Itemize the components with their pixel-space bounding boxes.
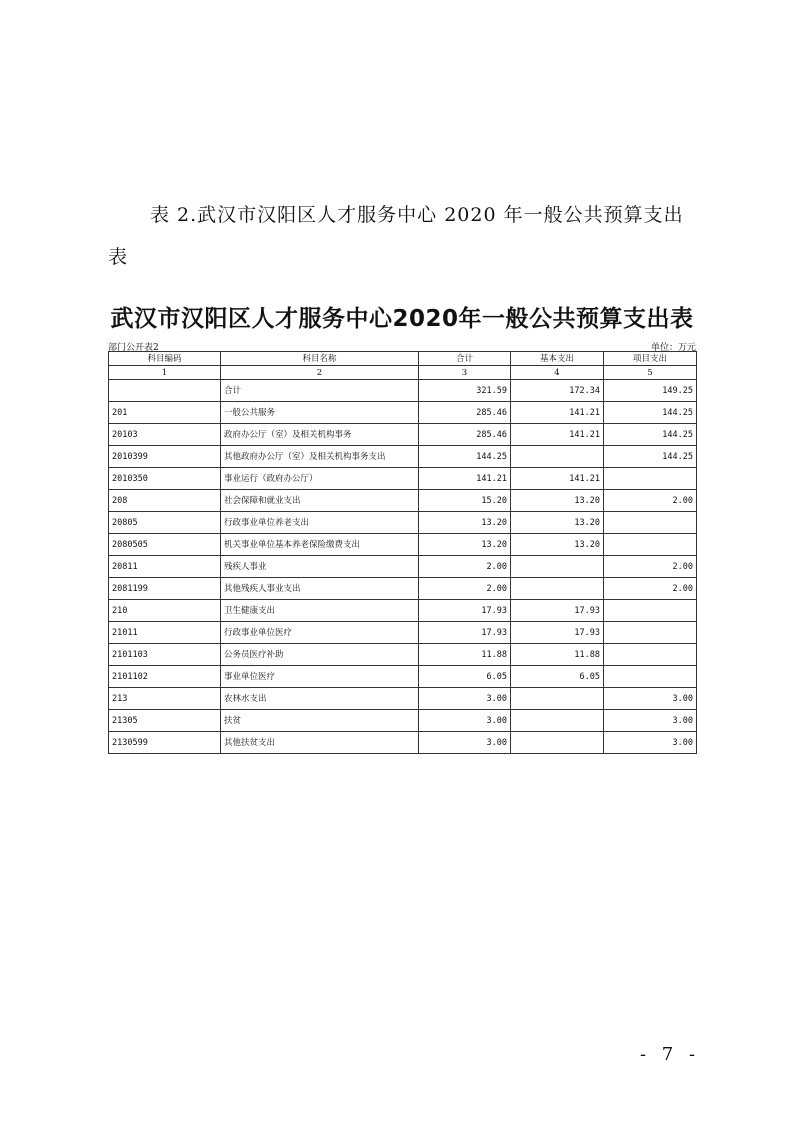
cell-basic: 6.05	[511, 666, 604, 688]
cell-code	[109, 380, 221, 402]
table-row	[109, 710, 697, 732]
table-row	[109, 380, 697, 402]
cell-total: 285.46	[419, 424, 511, 446]
cell-name: 合计	[221, 380, 419, 402]
cell-total: 3.00	[419, 710, 511, 732]
document-heading	[108, 194, 708, 278]
cell-name: 一般公共服务	[221, 402, 419, 424]
table-label: 部门公开表2	[108, 343, 159, 353]
cell-project	[604, 600, 697, 622]
cell-project	[604, 512, 697, 534]
cell-total: 11.88	[419, 644, 511, 666]
cell-total: 6.05	[419, 666, 511, 688]
cell-name: 事业单位医疗	[221, 666, 419, 688]
header-row	[109, 352, 697, 366]
table-row	[109, 512, 697, 534]
cell-total: 321.59	[419, 380, 511, 402]
cell-name: 公务员医疗补助	[221, 644, 419, 666]
cell-code: 2010399	[109, 446, 221, 468]
cell-code: 2080505	[109, 534, 221, 556]
cell-project: 2.00	[604, 556, 697, 578]
cell-basic: 141.21	[511, 468, 604, 490]
cell-project: 3.00	[604, 732, 697, 754]
table-row	[109, 578, 697, 600]
col-header-total: 合计	[419, 352, 511, 366]
col-header-name: 科目名称	[221, 352, 419, 366]
cell-basic: 11.88	[511, 644, 604, 666]
cell-project	[604, 534, 697, 556]
cell-basic	[511, 732, 604, 754]
cell-total: 141.21	[419, 468, 511, 490]
cell-name: 残疾人事业	[221, 556, 419, 578]
cell-total: 13.20	[419, 534, 511, 556]
cell-total: 2.00	[419, 556, 511, 578]
cell-name: 其他扶贫支出	[221, 732, 419, 754]
cell-total: 144.25	[419, 446, 511, 468]
cell-code: 210	[109, 600, 221, 622]
cell-name: 行政事业单位养老支出	[221, 512, 419, 534]
table-row	[109, 732, 697, 754]
cell-project	[604, 666, 697, 688]
cell-name: 其他政府办公厅（室）及相关机构事务支出	[221, 446, 419, 468]
cell-code: 208	[109, 490, 221, 512]
cell-name: 机关事业单位基本养老保险缴费支出	[221, 534, 419, 556]
table-row	[109, 644, 697, 666]
cell-name: 其他残疾人事业支出	[221, 578, 419, 600]
cell-name: 卫生健康支出	[221, 600, 419, 622]
heading-line-1: 表 2.武汉市汉阳区人才服务中心 2020 年一般公共预算支出	[150, 204, 684, 226]
cell-project	[604, 622, 697, 644]
table-row	[109, 600, 697, 622]
cell-code: 21305	[109, 710, 221, 732]
cell-project: 3.00	[604, 688, 697, 710]
table-row	[109, 402, 697, 424]
cell-basic: 141.21	[511, 402, 604, 424]
cell-project: 144.25	[604, 424, 697, 446]
col-index: 5	[604, 366, 697, 380]
col-index: 3	[419, 366, 511, 380]
cell-code: 2130599	[109, 732, 221, 754]
col-index: 4	[511, 366, 604, 380]
cell-project: 2.00	[604, 490, 697, 512]
col-header-project: 项目支出	[604, 352, 697, 366]
cell-project: 144.25	[604, 402, 697, 424]
table-row	[109, 666, 697, 688]
cell-code: 2081199	[109, 578, 221, 600]
cell-basic	[511, 710, 604, 732]
table-row	[109, 490, 697, 512]
table-row	[109, 688, 697, 710]
cell-basic: 13.20	[511, 534, 604, 556]
cell-total: 17.93	[419, 622, 511, 644]
cell-code: 21011	[109, 622, 221, 644]
cell-basic: 13.20	[511, 512, 604, 534]
table-row	[109, 556, 697, 578]
cell-basic	[511, 446, 604, 468]
cell-total: 15.20	[419, 490, 511, 512]
unit-label: 单位：万元	[650, 343, 696, 353]
cell-name: 事业运行（政府办公厅）	[221, 468, 419, 490]
table-row	[109, 468, 697, 490]
cell-code: 20811	[109, 556, 221, 578]
cell-basic: 172.34	[511, 380, 604, 402]
cell-project: 3.00	[604, 710, 697, 732]
heading-line-2: 表	[108, 246, 129, 268]
cell-project	[604, 468, 697, 490]
cell-total: 17.93	[419, 600, 511, 622]
table-row	[109, 622, 697, 644]
cell-basic: 17.93	[511, 600, 604, 622]
cell-total: 3.00	[419, 732, 511, 754]
table-row	[109, 534, 697, 556]
cell-code: 2101102	[109, 666, 221, 688]
cell-basic	[511, 688, 604, 710]
cell-project: 149.25	[604, 380, 697, 402]
cell-basic	[511, 578, 604, 600]
cell-project: 144.25	[604, 446, 697, 468]
cell-total: 13.20	[419, 512, 511, 534]
cell-name: 行政事业单位医疗	[221, 622, 419, 644]
cell-name: 农林水支出	[221, 688, 419, 710]
table-row	[109, 446, 697, 468]
cell-basic: 13.20	[511, 490, 604, 512]
col-index: 2	[221, 366, 419, 380]
cell-project	[604, 644, 697, 666]
cell-name: 政府办公厅（室）及相关机构事务	[221, 424, 419, 446]
cell-code: 2101103	[109, 644, 221, 666]
cell-code: 213	[109, 688, 221, 710]
cell-basic: 141.21	[511, 424, 604, 446]
cell-code: 201	[109, 402, 221, 424]
cell-total: 3.00	[419, 688, 511, 710]
cell-project: 2.00	[604, 578, 697, 600]
cell-total: 2.00	[419, 578, 511, 600]
cell-basic	[511, 556, 604, 578]
cell-name: 扶贫	[221, 710, 419, 732]
cell-total: 285.46	[419, 402, 511, 424]
col-header-code: 科目编码	[109, 352, 221, 366]
column-index-row	[109, 366, 697, 380]
col-header-basic: 基本支出	[511, 352, 604, 366]
cell-code: 20103	[109, 424, 221, 446]
table-title: 武汉市汉阳区人才服务中心2020年一般公共预算支出表	[110, 306, 694, 332]
cell-code: 2010350	[109, 468, 221, 490]
page-number: - 7 -	[640, 1044, 701, 1065]
cell-name: 社会保障和就业支出	[221, 490, 419, 512]
cell-basic: 17.93	[511, 622, 604, 644]
budget-table	[108, 351, 697, 754]
col-index: 1	[109, 366, 221, 380]
table-row	[109, 424, 697, 446]
cell-code: 20805	[109, 512, 221, 534]
